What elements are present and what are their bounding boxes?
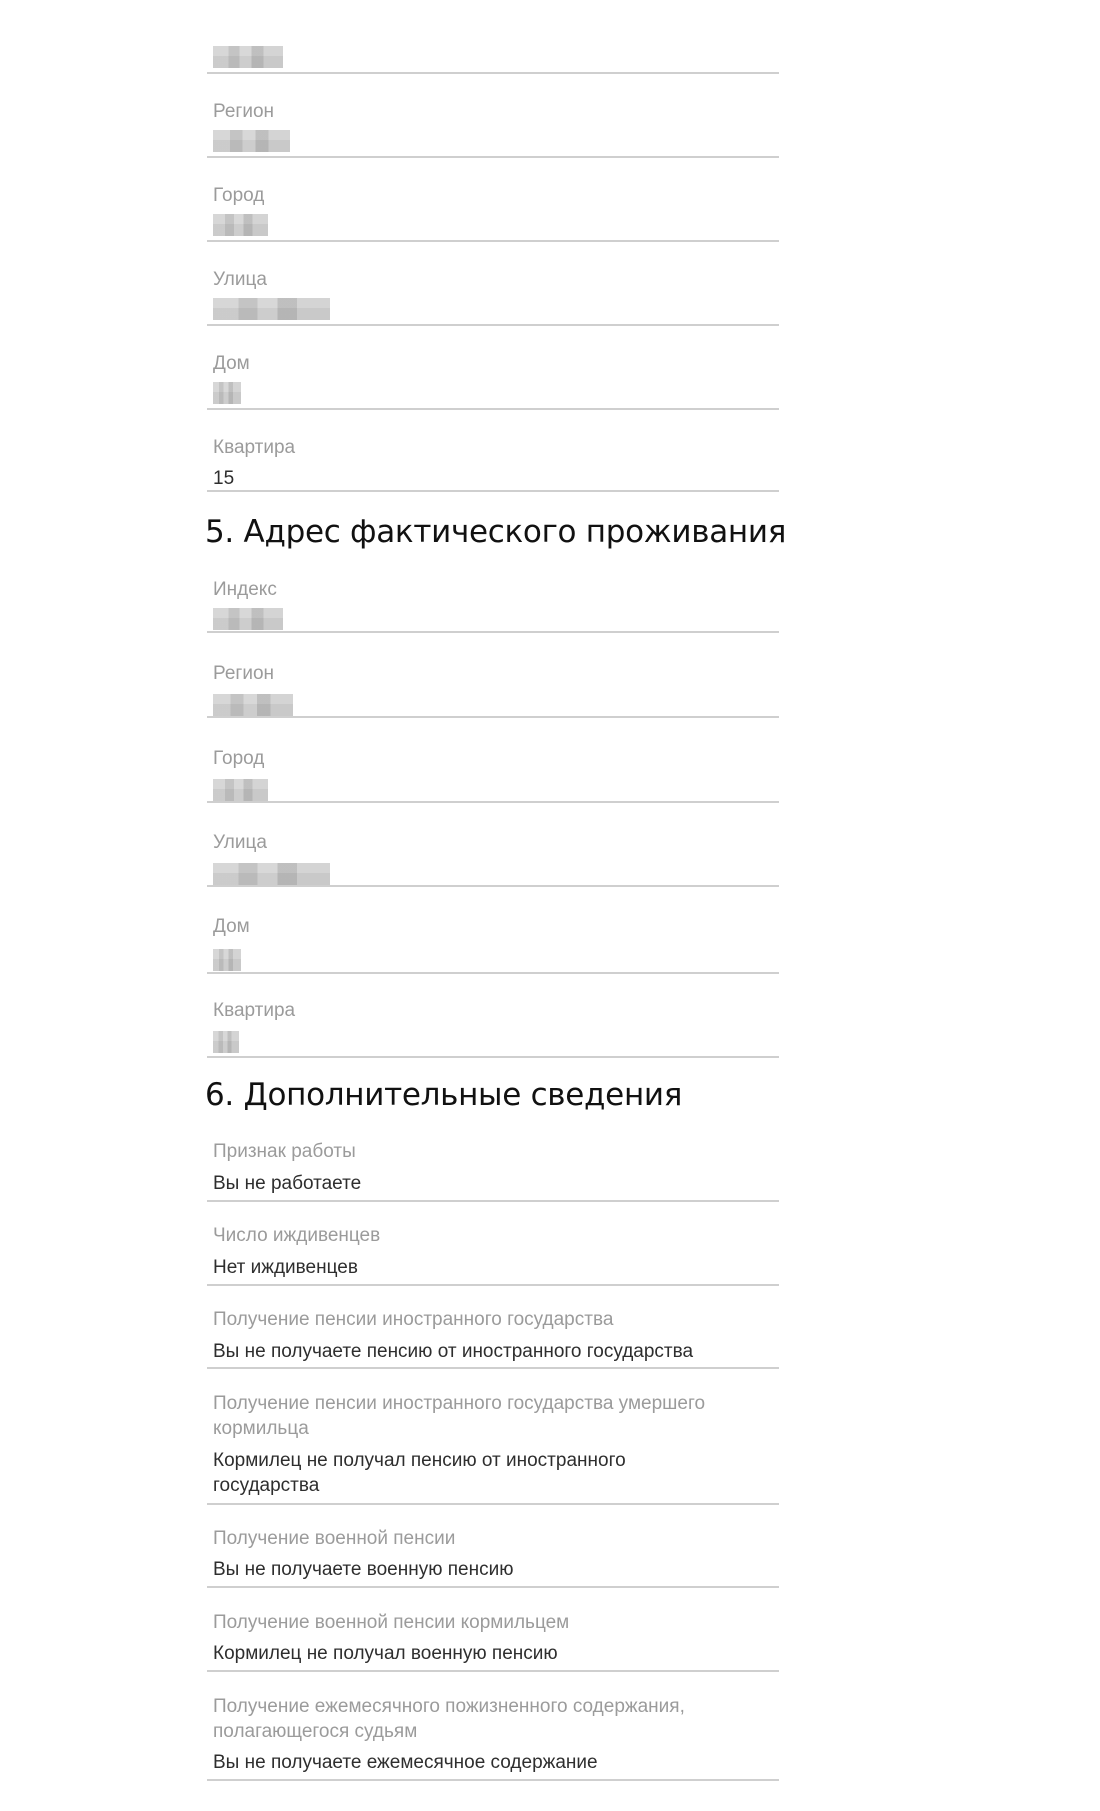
field-underline <box>207 1779 779 1781</box>
field-label: Получение военной пенсии кормильцем <box>213 1612 570 1633</box>
field-underline <box>207 1056 779 1058</box>
field-underline <box>207 1284 779 1286</box>
field-label: Получение ежемесячного пожизненного содержания, полагающегося судьям <box>213 1696 691 1742</box>
field-work-status <box>213 1139 779 1199</box>
field-label: Индекс <box>213 579 277 600</box>
field-underline <box>207 1200 779 1202</box>
redacted-value <box>213 863 330 885</box>
redacted-value <box>213 608 283 630</box>
field-military-pension-breadwinner <box>213 1610 779 1670</box>
field-label: Число иждивенцев <box>213 1225 381 1246</box>
field-underline <box>207 408 779 410</box>
redacted-value <box>213 1031 239 1053</box>
field-underline <box>207 1586 779 1588</box>
field-label: Регион <box>213 663 275 684</box>
redacted-value <box>213 779 268 801</box>
field-underline <box>207 1503 779 1505</box>
redacted-value <box>213 46 283 68</box>
field-label: Дом <box>213 916 250 937</box>
field-underline <box>207 156 779 158</box>
section-heading-additional-info: 6. Дополнительные сведения <box>205 1077 683 1113</box>
field-label: Регион <box>213 101 275 122</box>
field-label: Город <box>213 748 265 769</box>
field-city-actual <box>213 744 779 820</box>
section-heading-actual-address: 5. Адрес фактического проживания <box>205 514 787 550</box>
field-label: Признак работы <box>213 1141 356 1162</box>
field-foreign-pension-breadwinner <box>213 1391 779 1511</box>
field-underline <box>207 972 779 974</box>
field-label: Улица <box>213 269 267 290</box>
redacted-value <box>213 214 268 236</box>
field-house-actual <box>213 912 779 988</box>
field-value: Вы не получаете ежемесячное содержание <box>213 1752 598 1773</box>
field-underline <box>207 1367 779 1369</box>
field-underline <box>207 72 779 74</box>
redacted-value <box>213 382 241 404</box>
field-underline <box>207 885 779 887</box>
redacted-value <box>213 949 241 971</box>
redacted-value <box>213 298 330 320</box>
field-region-registration <box>213 97 779 173</box>
redacted-value <box>213 694 293 716</box>
field-underline <box>207 490 779 492</box>
field-value: 15 <box>213 468 235 489</box>
field-index-registration <box>213 0 779 76</box>
field-apartment-actual <box>213 996 779 1072</box>
field-foreign-pension <box>213 1307 779 1367</box>
field-region-actual <box>213 659 779 735</box>
field-label: Квартира <box>213 1000 296 1021</box>
field-underline <box>207 716 779 718</box>
field-label: Получение пенсии иностранного государства <box>213 1309 614 1330</box>
field-value: Вы не работаете <box>213 1173 362 1194</box>
field-index-actual <box>213 575 779 651</box>
field-value: Вы не получаете пенсию от иностранного государства <box>213 1341 694 1362</box>
field-underline <box>207 631 779 633</box>
field-label: Получение пенсии иностранного государства умершего кормильца <box>213 1393 711 1439</box>
field-label: Получение военной пенсии <box>213 1528 456 1549</box>
field-house-registration <box>213 349 779 425</box>
field-city-registration <box>213 181 779 257</box>
field-underline <box>207 1670 779 1672</box>
field-judge-lifetime-allowance <box>213 1694 779 1784</box>
field-label: Дом <box>213 353 250 374</box>
field-value: Кормилец не получал военную пенсию <box>213 1643 558 1664</box>
field-label: Улица <box>213 832 267 853</box>
field-street-registration <box>213 265 779 341</box>
field-street-actual <box>213 828 779 904</box>
field-apartment-registration <box>213 433 779 509</box>
field-label: Город <box>213 185 265 206</box>
field-underline <box>207 324 779 326</box>
field-underline <box>207 801 779 803</box>
redacted-value <box>213 130 290 152</box>
field-dependents <box>213 1223 779 1283</box>
field-value: Кормилец не получал пенсию от иностранного государства <box>213 1450 631 1496</box>
field-value: Нет иждивенцев <box>213 1257 358 1278</box>
field-underline <box>207 240 779 242</box>
field-military-pension <box>213 1526 779 1586</box>
field-label: Квартира <box>213 437 296 458</box>
field-value: Вы не получаете военную пенсию <box>213 1559 514 1580</box>
